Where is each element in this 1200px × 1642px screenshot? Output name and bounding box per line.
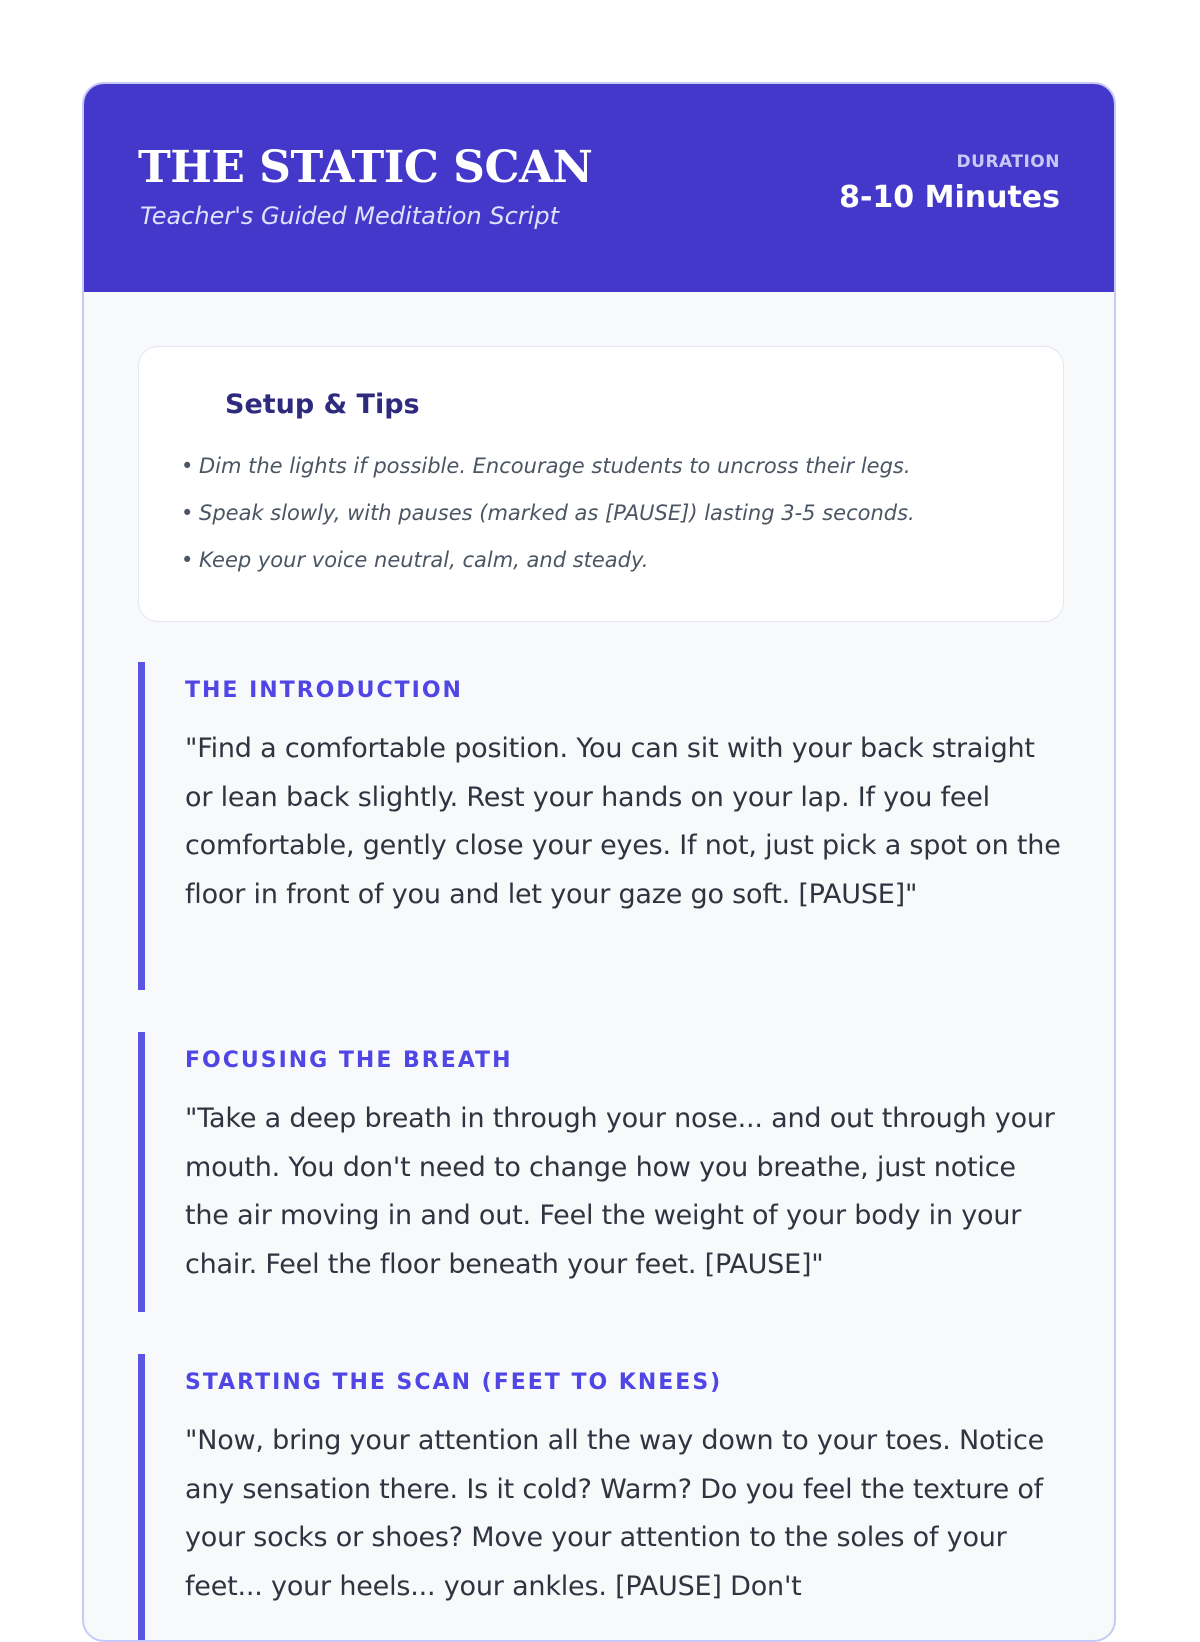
bullet-icon: •	[181, 548, 194, 572]
tips-list	[181, 453, 915, 594]
page-subtitle: Teacher's Guided Meditation Script	[140, 202, 559, 230]
tip-text: Keep your voice neutral, calm, and steady.	[199, 548, 649, 572]
tip-text: Dim the lights if possible. Encourage students to uncross their legs.	[199, 454, 911, 478]
section-body: "Find a comfortable position. You can sit with your back straight or lean back slightly. Rest your hands on your lap. If you feel comfortable, gently close your eyes. If not, just pick a spot on the floor in front of you and let your gaze go soft. [PAUSE]"	[185, 733, 1061, 910]
script-card	[82, 82, 1116, 1642]
section-focusing-breath	[138, 1032, 1064, 1312]
setup-tips-box	[138, 346, 1064, 622]
tips-title: Setup & Tips	[225, 389, 420, 420]
tip-item	[181, 500, 915, 547]
section-introduction	[138, 662, 1064, 990]
tip-text: Speak slowly, with pauses (marked as [PAUSE]) lasting 3-5 seconds.	[199, 501, 915, 525]
tip-item	[181, 453, 915, 500]
section-heading: STARTING THE SCAN (FEET TO KNEES)	[185, 1370, 723, 1395]
section-heading: FOCUSING THE BREATH	[185, 1048, 513, 1073]
section-heading: THE INTRODUCTION	[185, 678, 463, 703]
bullet-icon: •	[181, 454, 194, 478]
page-title: THE STATIC SCAN	[138, 142, 593, 193]
section-body: "Take a deep breath in through your nose... and out through your mouth. You don't need to change how you breathe, just notice the air moving in and out. Feel the weight of your body in your chair. Feel the floor beneath your feet. [PAUSE]"	[185, 1103, 1055, 1280]
duration-value: 8-10 Minutes	[839, 180, 1060, 215]
tip-item	[181, 547, 915, 594]
section-starting-scan	[138, 1354, 1064, 1642]
section-body: "Now, bring your attention all the way down to your toes. Notice any sensation there. Is it cold? Warm? Do you feel the texture of your socks or shoes? Move your attention to the soles of your feet... your heels... your ankles. [PAUSE] Don't	[185, 1425, 1045, 1602]
bullet-icon: •	[181, 501, 194, 525]
duration-label: DURATION	[956, 152, 1060, 172]
script-header	[84, 84, 1114, 292]
